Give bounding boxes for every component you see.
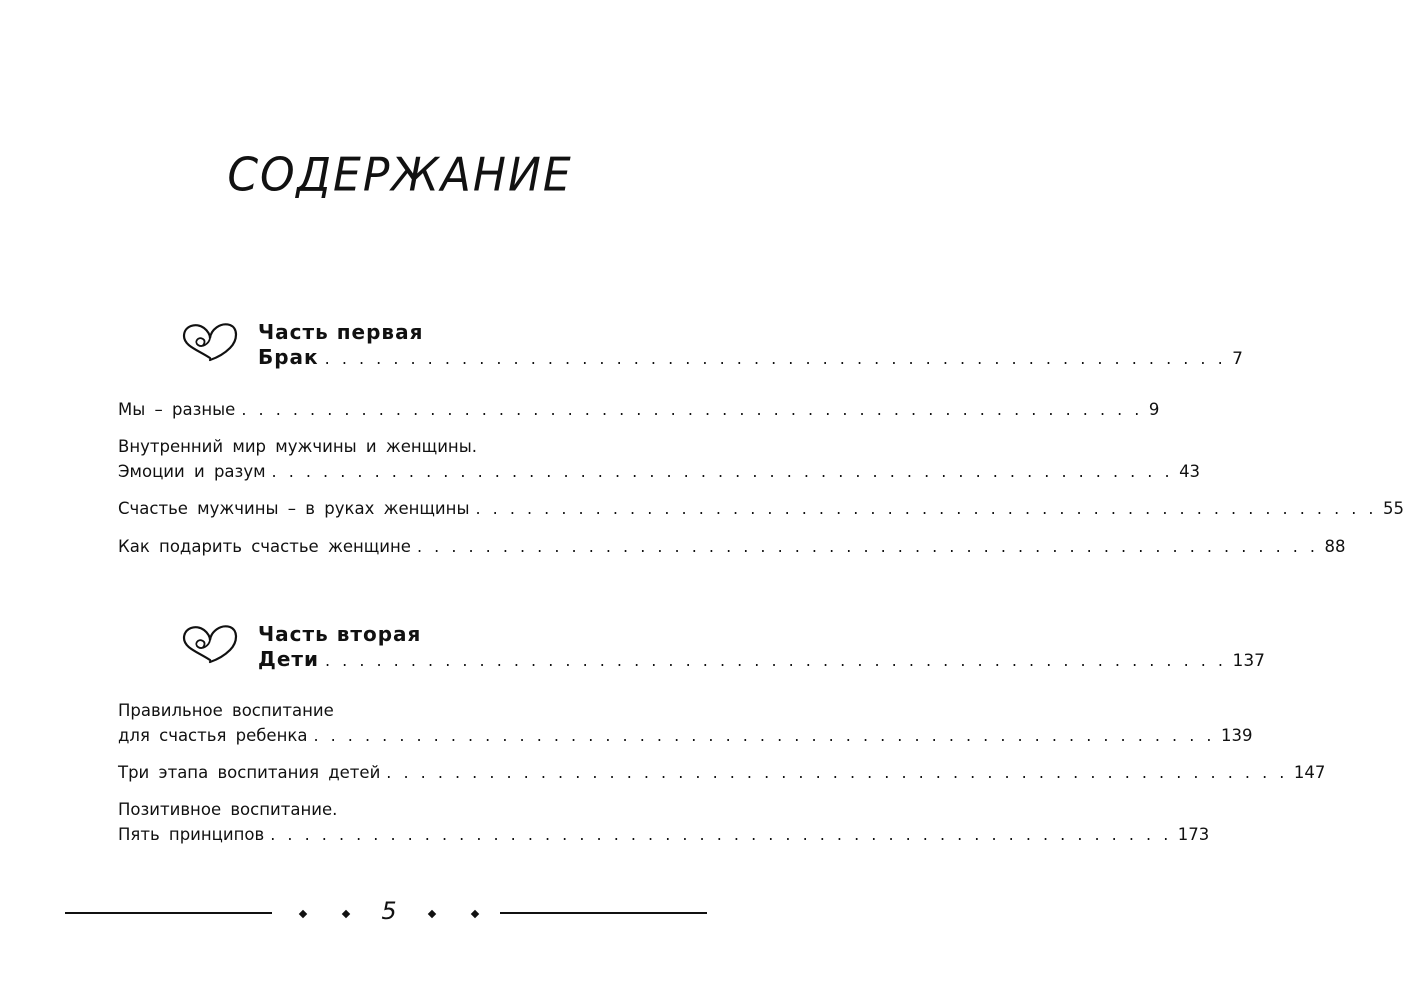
heart-icon xyxy=(180,622,240,668)
dot-leader: . . . . . . . . . . . . . . . . . . . . . . . . . . . . . . . . . . . . . . . . . . . . . . . . . . . . . xyxy=(386,763,1288,782)
part-title-line xyxy=(258,647,1265,671)
dot-leader: . . . . . . . . . . . . . . . . . . . . . . . . . . . . . . . . . . . . . . . . . . . . . . . . . . . . . xyxy=(324,349,1227,368)
entry-title: Внутренний мир мужчины и женщины. xyxy=(118,437,477,456)
toc-entry[interactable] xyxy=(118,397,1160,422)
entry-title: Позитивное воспитание. xyxy=(118,800,338,819)
part-name: Дети xyxy=(258,647,319,671)
page-number: 9 xyxy=(1148,400,1160,419)
footer-rule-right xyxy=(500,912,707,914)
page-title: СОДЕРЖАНИЕ xyxy=(227,148,573,203)
part-name: Брак xyxy=(258,345,319,369)
toc-entry[interactable] xyxy=(118,698,1253,748)
part-heading-2[interactable] xyxy=(180,622,1265,678)
part-label: Часть первая xyxy=(258,320,424,344)
entry-title-cont: для счастья ребенка xyxy=(118,726,308,745)
entry-title: Мы – разные xyxy=(118,400,236,419)
heart-icon xyxy=(180,320,240,366)
page-number: 88 xyxy=(1324,537,1346,556)
toc-entry[interactable] xyxy=(118,434,1201,484)
entry-title-cont: Эмоции и разум xyxy=(118,462,266,481)
dot-leader: . . . . . . . . . . . . . . . . . . . . . . . . . . . . . . . . . . . . . . . . . . . . . . . . . . . . . xyxy=(270,825,1172,844)
page-number: 173 xyxy=(1177,825,1210,844)
page-number: 55 xyxy=(1383,499,1404,518)
entry-title: Правильное воспитание xyxy=(118,701,334,720)
dot-leader: . . . . . . . . . . . . . . . . . . . . . . . . . . . . . . . . . . . . . . . . . . . . . . . . . . . . . xyxy=(416,537,1319,556)
page-number: 137 xyxy=(1232,651,1265,671)
part-heading-1[interactable] xyxy=(180,320,1243,376)
diamond-ornament xyxy=(299,910,307,918)
page-number: 139 xyxy=(1220,726,1253,745)
toc-entry[interactable] xyxy=(118,797,1210,847)
page-number-footer: 5 xyxy=(381,897,397,925)
toc-entry[interactable] xyxy=(118,496,1404,521)
page-number: 147 xyxy=(1293,763,1326,782)
entry-title: Как подарить счастье женщине xyxy=(118,537,411,556)
page-number: 7 xyxy=(1232,349,1243,369)
entry-title: Счастье мужчины – в руках женщины xyxy=(118,499,470,518)
dot-leader: . . . . . . . . . . . . . . . . . . . . . . . . . . . . . . . . . . . . . . . . . . . . . . . . . . . . . xyxy=(313,726,1215,745)
dot-leader: . . . . . . . . . . . . . . . . . . . . . . . . . . . . . . . . . . . . . . . . . . . . . . . . . . . . . xyxy=(324,651,1227,670)
entry-title: Три этапа воспитания детей xyxy=(118,763,381,782)
part-label: Часть вторая xyxy=(258,622,422,646)
footer-rule-left xyxy=(65,912,272,914)
toc-entry[interactable] xyxy=(118,534,1346,559)
dot-leader: . . . . . . . . . . . . . . . . . . . . . . . . . . . . . . . . . . . . . . . . . . . . . . . . . . . . . xyxy=(271,462,1174,481)
dot-leader: . . . . . . . . . . . . . . . . . . . . . . . . . . . . . . . . . . . . . . . . . . . . . . . . . . . . . xyxy=(475,499,1377,518)
dot-leader: . . . . . . . . . . . . . . . . . . . . . . . . . . . . . . . . . . . . . . . . . . . . . . . . . . . . . xyxy=(241,400,1143,419)
diamond-ornament xyxy=(428,910,436,918)
toc-entry[interactable] xyxy=(118,760,1326,785)
page-number: 43 xyxy=(1179,462,1201,481)
diamond-ornament xyxy=(471,910,479,918)
diamond-ornament xyxy=(342,910,350,918)
part-title-line xyxy=(258,345,1243,369)
entry-title-cont: Пять принципов xyxy=(118,825,265,844)
